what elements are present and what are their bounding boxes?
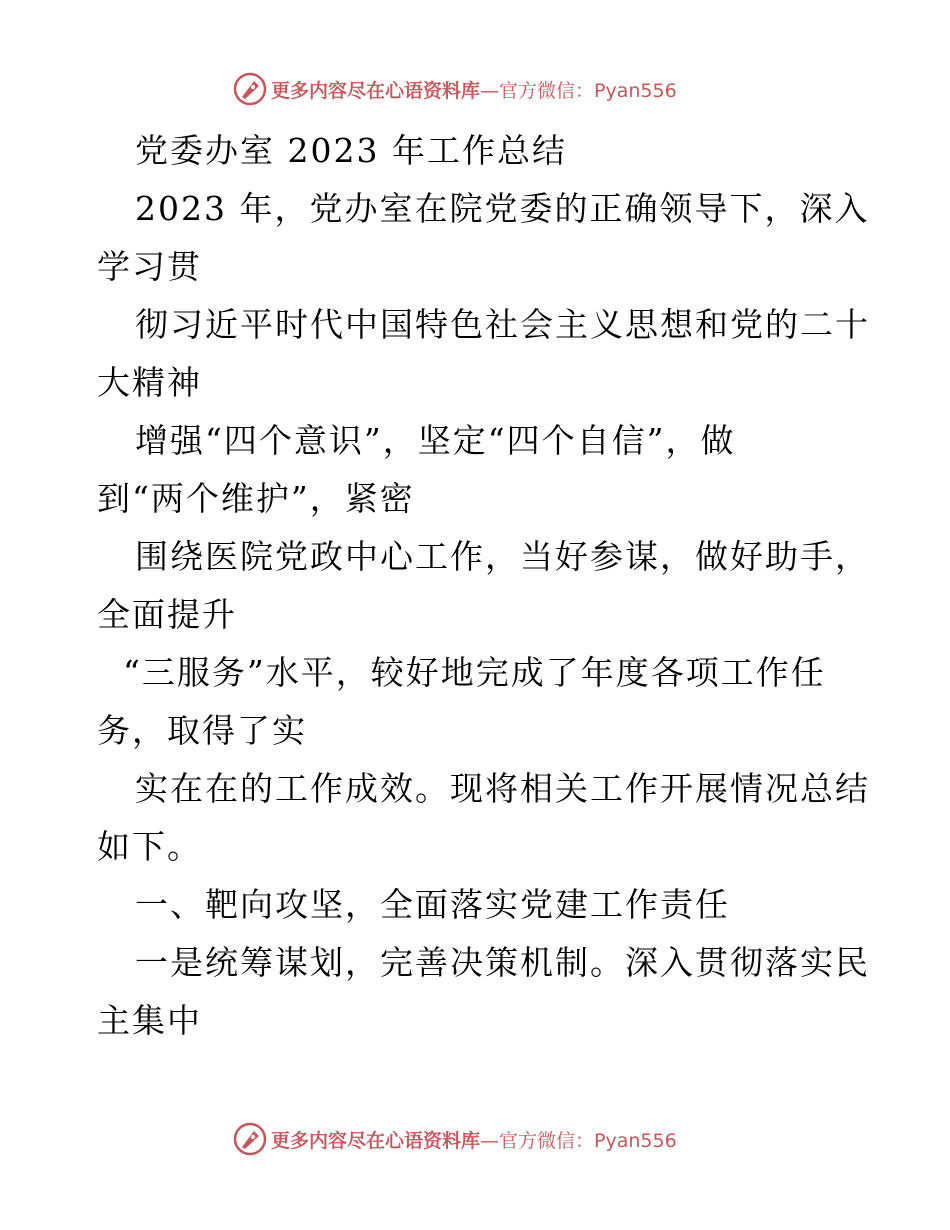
pen-nib-logo-icon bbox=[233, 1122, 267, 1156]
paragraph-line: 增强“四个意识”，坚定“四个自信”，做 bbox=[135, 421, 736, 460]
document-title: 党委办室 2023 年工作总结 bbox=[135, 131, 567, 170]
document-body bbox=[97, 122, 870, 1050]
paragraph-line: 如下。 bbox=[97, 827, 202, 866]
section-heading: 一、靶向攻坚，全面落实党建工作责任 bbox=[135, 885, 730, 924]
paragraph-line: 实在在的工作成效。现将相关工作开展情况总结 bbox=[135, 769, 870, 808]
paragraph-line: 2023 年，党办室在院党委的正确领导下，深入 bbox=[135, 189, 870, 228]
banner-contact-text: —官方微信：Pyan556 bbox=[480, 79, 677, 102]
paragraph-line: 一是统筹谋划，完善决策机制。深入贯彻落实民 bbox=[135, 943, 870, 982]
paragraph-line: 彻习近平时代中国特色社会主义思想和党的二十 bbox=[135, 305, 870, 344]
paragraph-line: 到“两个维护”，紧密 bbox=[97, 479, 415, 518]
header-watermark-banner bbox=[233, 72, 677, 106]
paragraph-line: 大精神 bbox=[97, 363, 202, 402]
paragraph-line: 学习贯 bbox=[97, 247, 202, 286]
paragraph-line: 围绕医院党政中心工作，当好参谋，做好助手， bbox=[135, 537, 870, 576]
paragraph-line: 全面提升 bbox=[97, 595, 237, 634]
banner-contact-text: —官方微信：Pyan556 bbox=[480, 1129, 677, 1152]
banner-brand-text: 更多内容尽在心语资料库 bbox=[271, 1129, 481, 1152]
paragraph-line: “三服务”水平，较好地完成了年度各项工作任 bbox=[123, 653, 826, 692]
banner-brand-text: 更多内容尽在心语资料库 bbox=[271, 79, 481, 102]
pen-nib-logo-icon bbox=[233, 72, 267, 106]
paragraph-line: 务，取得了实 bbox=[97, 711, 307, 750]
paragraph-line: 主集中 bbox=[97, 1001, 202, 1040]
footer-watermark-banner bbox=[233, 1122, 677, 1156]
